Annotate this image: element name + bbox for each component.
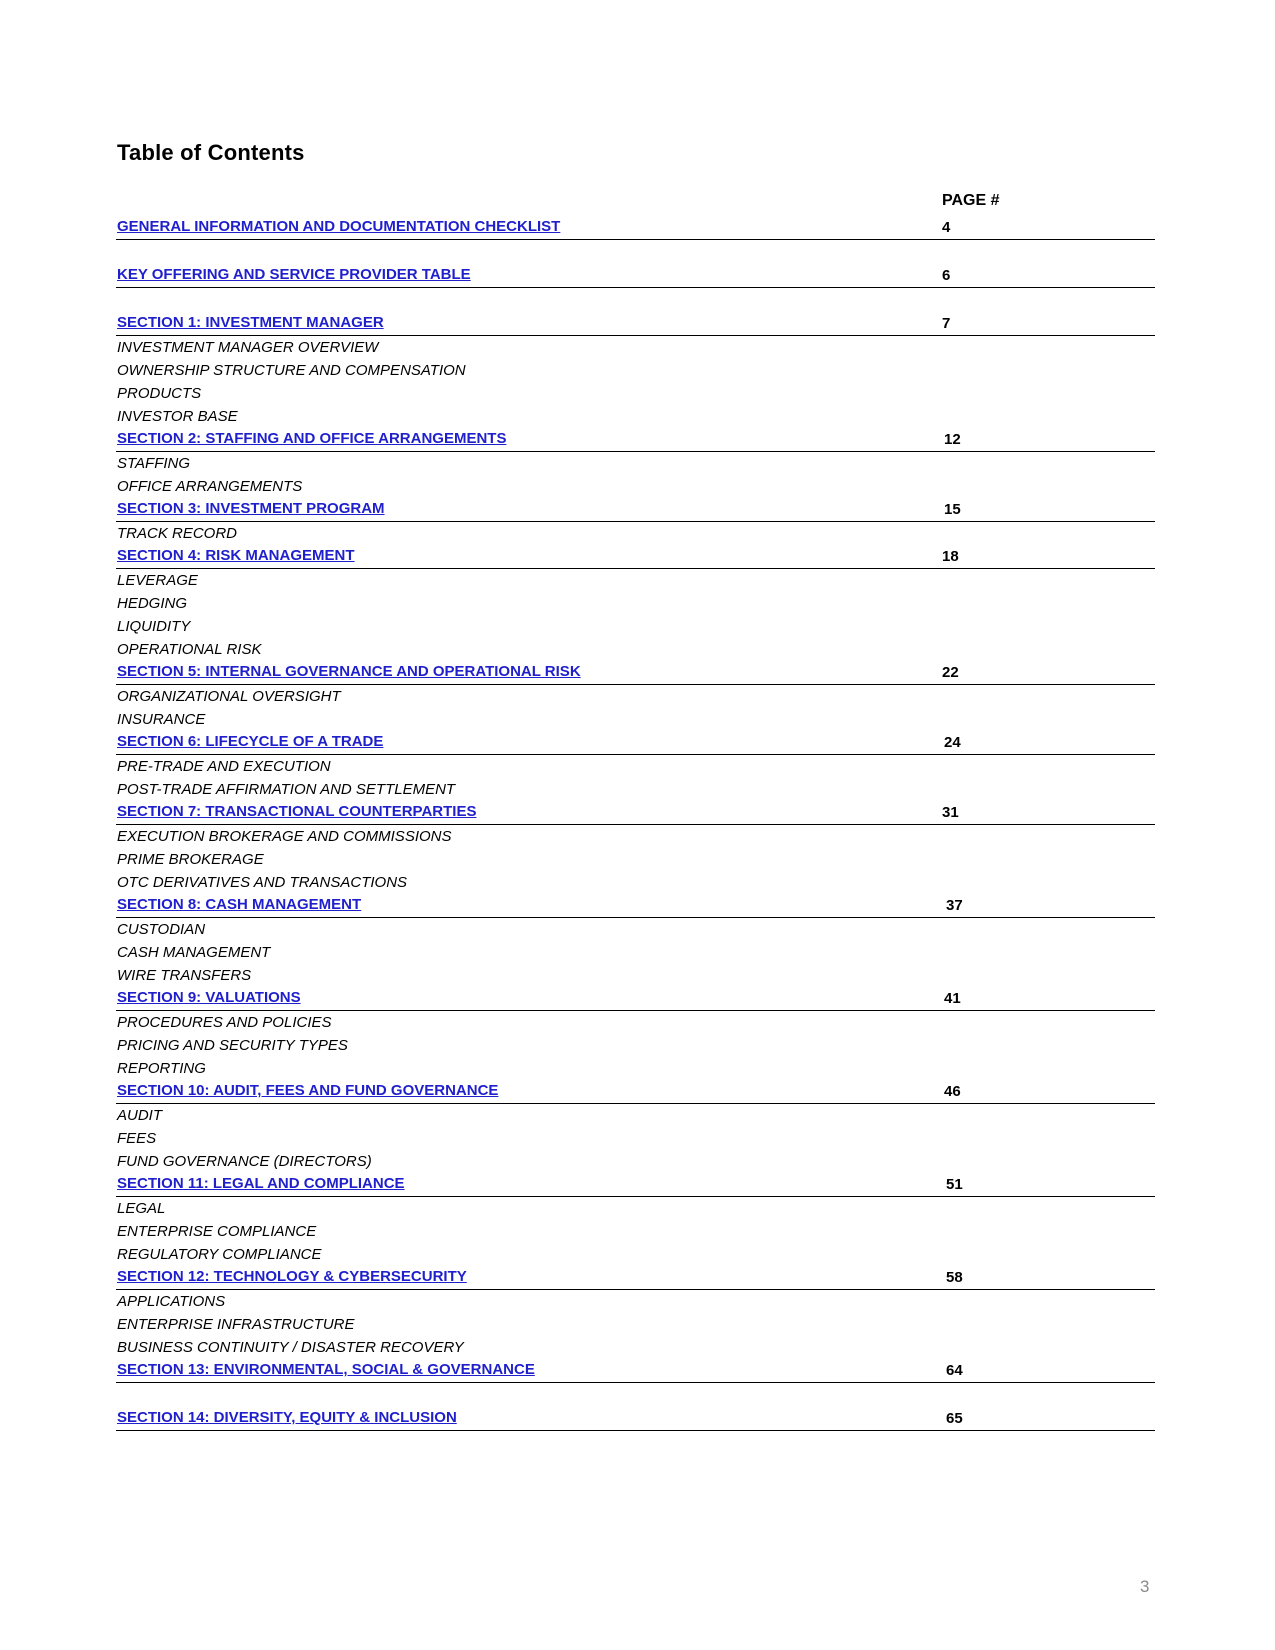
toc-subsection: PRIME BROKERAGE: [117, 851, 264, 868]
toc-page-number: 18: [942, 548, 959, 565]
toc-subsection: BUSINESS CONTINUITY / DISASTER RECOVERY: [117, 1339, 464, 1356]
toc-subsection: LEGAL: [117, 1200, 166, 1217]
toc-page-number: 12: [944, 431, 961, 448]
toc-page-number: 31: [942, 804, 959, 821]
toc-section-row: [116, 428, 1155, 452]
toc-section-row: [116, 1266, 1155, 1290]
toc-subsection: OPERATIONAL RISK: [117, 641, 262, 658]
toc-section-row: [116, 1359, 1155, 1383]
toc-spacer: [116, 240, 1155, 264]
toc-subsection: LEVERAGE: [117, 572, 198, 589]
toc-section-row: [116, 801, 1155, 825]
toc-page-number: 37: [946, 897, 963, 914]
toc-subsection: ORGANIZATIONAL OVERSIGHT: [117, 688, 341, 705]
toc-subsection: PRE-TRADE AND EXECUTION: [117, 758, 331, 775]
toc-subsection: WIRE TRANSFERS: [117, 967, 252, 984]
toc-section-link[interactable]: SECTION 2: STAFFING AND OFFICE ARRANGEMENTS: [117, 430, 507, 447]
toc-page-number: 41: [944, 990, 961, 1007]
toc-subsection: PRODUCTS: [117, 385, 202, 402]
toc-section-link[interactable]: SECTION 10: AUDIT, FEES AND FUND GOVERNANCE: [117, 1082, 499, 1099]
toc-subsection: INVESTMENT MANAGER OVERVIEW: [117, 339, 379, 356]
toc-page-number: 65: [946, 1410, 963, 1427]
toc-page-number: 7: [942, 315, 951, 332]
toc-subsection: PROCEDURES AND POLICIES: [117, 1014, 332, 1031]
toc-subsection: CASH MANAGEMENT: [117, 944, 271, 961]
toc-page-number: 46: [944, 1083, 961, 1100]
toc-section-link[interactable]: SECTION 8: CASH MANAGEMENT: [117, 896, 362, 913]
toc-section-row: [116, 1407, 1155, 1431]
toc-section-link[interactable]: SECTION 4: RISK MANAGEMENT: [117, 547, 355, 564]
page-number-column-header: PAGE #: [942, 192, 1000, 209]
toc-section-link[interactable]: SECTION 7: TRANSACTIONAL COUNTERPARTIES: [117, 803, 477, 820]
toc-page-number: 51: [946, 1176, 963, 1193]
toc-subsection: LIQUIDITY: [117, 618, 191, 635]
toc-page-number: 4: [942, 219, 951, 236]
page-title: Table of Contents: [117, 140, 305, 165]
toc-subsection: STAFFING: [117, 455, 191, 472]
toc-section-row: [116, 216, 1155, 240]
toc-section-link[interactable]: SECTION 11: LEGAL AND COMPLIANCE: [117, 1175, 405, 1192]
toc-section-row: [116, 731, 1155, 755]
toc-page-number: 15: [944, 501, 961, 518]
toc-subsection: APPLICATIONS: [117, 1293, 226, 1310]
toc-section-row: [116, 894, 1155, 918]
toc-subsection: OFFICE ARRANGEMENTS: [117, 478, 303, 495]
toc-subsection: REGULATORY COMPLIANCE: [117, 1246, 322, 1263]
toc-section-row: [116, 987, 1155, 1011]
toc-section-link[interactable]: SECTION 12: TECHNOLOGY & CYBERSECURITY: [117, 1268, 467, 1285]
toc-subsection: PRICING AND SECURITY TYPES: [117, 1037, 348, 1054]
toc-section-row: [116, 264, 1155, 288]
table-of-contents: [116, 216, 1155, 1431]
footer-page-number: 3: [1140, 1577, 1150, 1596]
toc-section-row: [116, 661, 1155, 685]
toc-section-link[interactable]: SECTION 9: VALUATIONS: [117, 989, 301, 1006]
toc-section-row: [116, 498, 1155, 522]
toc-subsection: EXECUTION BROKERAGE AND COMMISSIONS: [117, 828, 452, 845]
toc-page-number: 58: [946, 1269, 963, 1286]
toc-section-row: [116, 1080, 1155, 1104]
toc-subsection: CUSTODIAN: [117, 921, 206, 938]
toc-subsection: INSURANCE: [117, 711, 206, 728]
toc-subsection: OWNERSHIP STRUCTURE AND COMPENSATION: [117, 362, 466, 379]
toc-section-row: [116, 312, 1155, 336]
toc-subsection: ENTERPRISE INFRASTRUCTURE: [117, 1316, 355, 1333]
toc-subsection: ENTERPRISE COMPLIANCE: [117, 1223, 317, 1240]
toc-spacer: [116, 1383, 1155, 1407]
toc-subsection: TRACK RECORD: [117, 525, 238, 542]
toc-section-link[interactable]: SECTION 14: DIVERSITY, EQUITY & INCLUSION: [117, 1409, 457, 1426]
toc-subsection: POST-TRADE AFFIRMATION AND SETTLEMENT: [117, 781, 456, 798]
toc-page-number: 24: [944, 734, 961, 751]
toc-subsection: HEDGING: [117, 595, 188, 612]
toc-section-link[interactable]: GENERAL INFORMATION AND DOCUMENTATION CHECKLIST: [117, 218, 561, 235]
toc-subsection: REPORTING: [117, 1060, 206, 1077]
toc-subsection: AUDIT: [117, 1107, 162, 1124]
toc-subsection: FUND GOVERNANCE (DIRECTORS): [117, 1153, 372, 1170]
toc-section-row: [116, 1173, 1155, 1197]
toc-page-number: 6: [942, 267, 951, 284]
toc-page-number: 22: [942, 664, 959, 681]
toc-section-link[interactable]: SECTION 3: INVESTMENT PROGRAM: [117, 500, 385, 517]
toc-subsection: FEES: [117, 1130, 157, 1147]
toc-section-link[interactable]: SECTION 13: ENVIRONMENTAL, SOCIAL & GOVERNANCE: [117, 1361, 535, 1378]
toc-subsection: OTC DERIVATIVES AND TRANSACTIONS: [117, 874, 408, 891]
toc-section-link[interactable]: SECTION 6: LIFECYCLE OF A TRADE: [117, 733, 384, 750]
toc-section-link[interactable]: SECTION 5: INTERNAL GOVERNANCE AND OPERATIONAL RISK: [117, 663, 581, 680]
toc-section-row: [116, 545, 1155, 569]
toc-section-link[interactable]: KEY OFFERING AND SERVICE PROVIDER TABLE: [117, 266, 471, 283]
toc-spacer: [116, 288, 1155, 312]
toc-page-number: 64: [946, 1362, 963, 1379]
toc-subsection: INVESTOR BASE: [117, 408, 238, 425]
toc-section-link[interactable]: SECTION 1: INVESTMENT MANAGER: [117, 314, 384, 331]
